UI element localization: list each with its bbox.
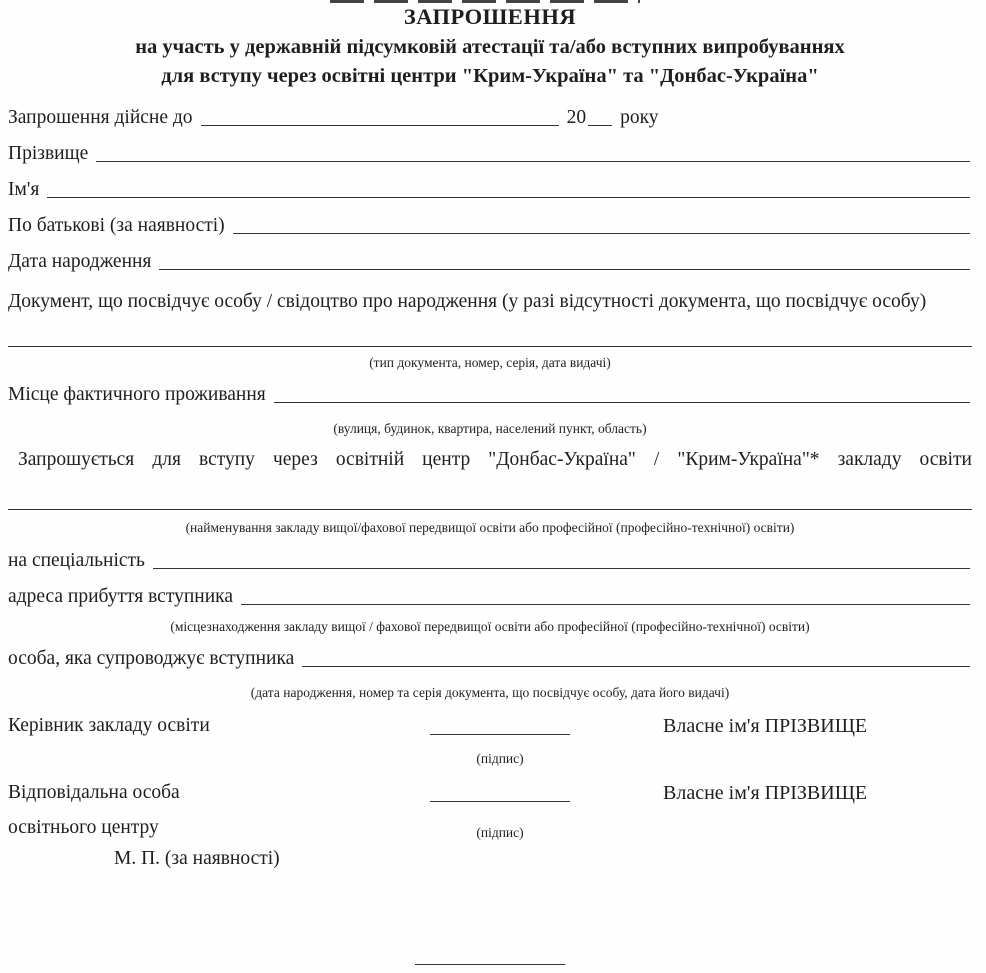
identity-document-label: Документ, що посвідчує особу / свідоцтво про народження (у разі відсутності документа, що посвідчує особу) [8,291,927,312]
document-subtitle-line1: на участь у державній підсумковій атестації та/або вступних випробуваннях [135,36,845,58]
first-name-row [8,178,972,202]
valid-until-year-blank [588,112,612,126]
residence-row [8,383,972,407]
surname-label: Прізвище [8,143,89,164]
responsible-signature-row [8,780,972,806]
identity-document-blank-line [8,346,972,347]
head-signature-line [430,721,570,735]
document-subtitle-line2: для вступу через освітні центри "Крим-Україна" та "Донбас-Україна" [161,65,819,87]
arrival-address-blank-line [241,591,970,605]
valid-until-blank-line [201,112,559,126]
responsible-name: Власне ім'я ПРІЗВИЩЕ [663,782,868,804]
identity-document-caption: (тип документа, номер, серія, дата видачі) [369,355,611,370]
valid-until-label: Запрошення дійсне до [8,107,193,128]
specialty-blank-line [153,555,970,569]
responsible-signature-caption: (підпис) [476,825,524,840]
head-signature-caption: (підпис) [476,751,524,766]
institution-caption: (найменування закладу вищої/фахової передвищої освіти або професійної (професійно-технічної) освіти) [185,520,795,535]
patronymic-label: По батькові (за наявності) [8,215,225,236]
head-signature-row [8,713,972,739]
patronymic-row [8,214,972,238]
responsible-label-line2: освітнього центру [8,817,159,838]
arrival-address-row [8,585,972,609]
responsible-signature-caption-row [8,815,972,841]
accompanying-person-blank-line [302,653,970,667]
accompanying-person-row [8,647,972,671]
patronymic-blank-line [233,220,970,234]
accompanying-person-caption: (дата народження, номер та серія документа, що посвідчує особу, дата його видачі) [250,685,730,700]
residence-caption: (вулиця, будинок, квартира, населений пункт, область) [333,421,647,436]
birth-date-row [8,250,972,274]
valid-until-row [8,106,972,130]
specialty-row [8,549,972,573]
first-name-label: Ім'я [8,179,40,200]
document-title: ЗАПРОШЕННЯ [403,4,577,29]
arrival-address-label: адреса прибуття вступника [8,586,233,607]
head-signature-caption-row [8,751,972,767]
institution-location-caption: (місцезнаходження закладу вищої / фахової передвищої освіти або професійної (професійно-технічної) освіти) [170,619,810,634]
first-name-blank-line [47,184,970,198]
residence-label: Місце фактичного проживання [8,384,266,405]
footnote-rule [415,964,565,965]
accompanying-person-label: особа, яка супроводжує вступника [8,648,295,669]
responsible-signature-line [430,788,570,802]
valid-until-year-suffix: року [620,107,659,128]
residence-blank-line [274,389,970,403]
surname-row [8,142,972,166]
stamp-note: М. П. (за наявності) [114,848,280,869]
head-name: Власне ім'я ПРІЗВИЩЕ [663,715,868,737]
specialty-label: на спеціальність [8,550,145,571]
responsible-label-line1: Відповідальна особа [8,782,180,803]
institution-blank-line [8,509,972,510]
birth-date-blank-line [159,256,970,270]
valid-until-year-prefix: 20 [566,107,587,128]
head-label: Керівник закладу освіти [8,715,210,736]
surname-blank-line [96,148,970,162]
birth-date-label: Дата народження [8,251,152,272]
invitation-statement: Запрошується для вступу через освітній центр "Донбас-Україна" / "Крим-Україна"* закладу освіти [18,449,972,470]
scan-crop-artifact [330,0,640,3]
